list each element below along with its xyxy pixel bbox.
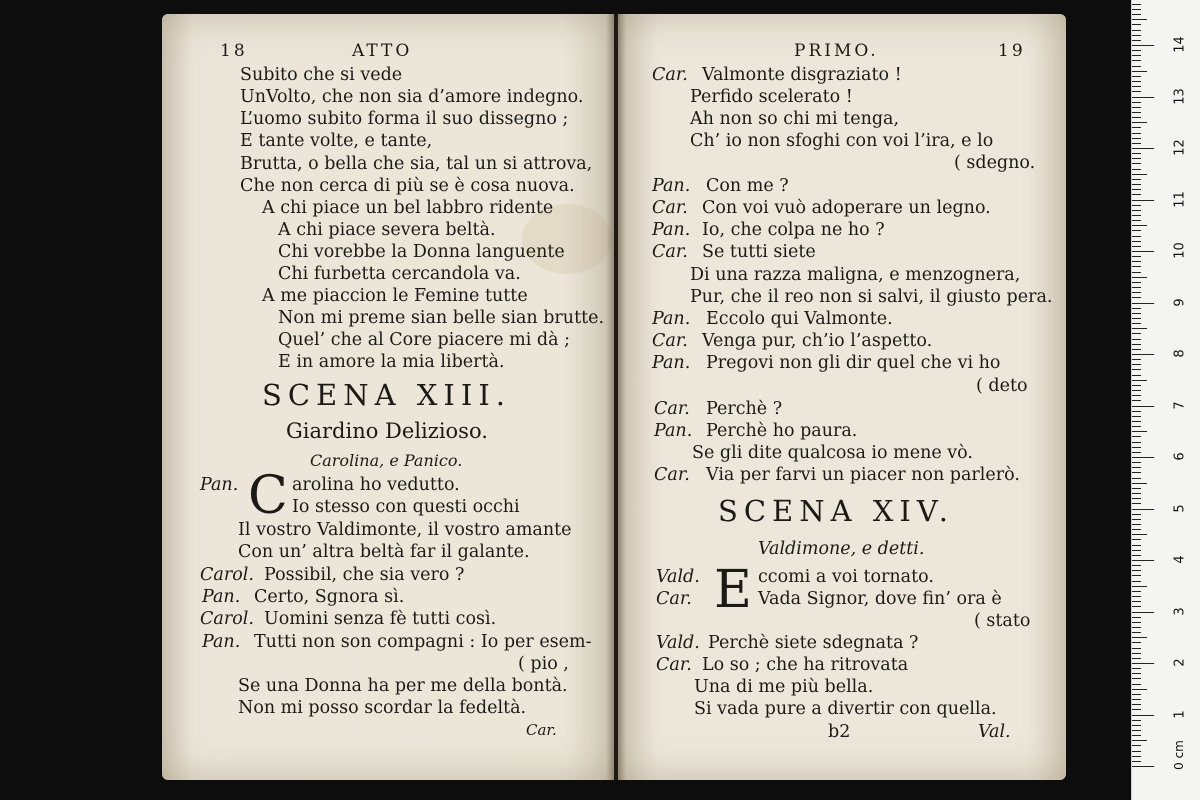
ruler-tick (1132, 19, 1147, 20)
dialogue-line: Possibil, che sia vero ? (264, 565, 465, 585)
ruler-tick (1132, 35, 1141, 36)
ruler-number: 9 (1172, 297, 1188, 307)
dialogue-line: Certo, Sgnora sì. (254, 587, 405, 607)
ruler-tick (1132, 673, 1141, 674)
speaker-label: Pan. (202, 587, 241, 607)
ruler-tick (1132, 163, 1141, 164)
dialogue-line: Con voi vuò adoperare un legno. (702, 198, 991, 218)
ruler-tick (1132, 395, 1141, 396)
ruler-tick (1132, 328, 1147, 329)
ruler-tick (1132, 668, 1141, 669)
dialogue-line: Via per farvi un piacer non parlerò. (706, 465, 1020, 485)
dialogue-line: ( pio , (518, 654, 569, 674)
dialogue-line: Pregovi non gli dir quel che vi ho (706, 353, 1001, 373)
ruler-tick (1132, 194, 1141, 195)
verse-line: Chi furbetta cercandola va. (278, 264, 521, 284)
dialogue-line: Il vostro Valdimonte, il vostro amante (238, 520, 572, 540)
ruler-tick (1132, 287, 1141, 288)
ruler-tick (1132, 555, 1141, 556)
speaker-label: Car. (654, 399, 690, 419)
ruler-tick (1132, 488, 1141, 489)
ruler-tick (1132, 174, 1147, 175)
ruler-tick (1132, 601, 1141, 602)
ruler-tick (1132, 694, 1141, 695)
page-number: 18 (220, 41, 248, 61)
open-book (160, 14, 1068, 782)
dialogue-line: Perchè siete sdegnata ? (708, 633, 919, 653)
ruler-tick (1132, 606, 1141, 607)
ruler-tick (1132, 586, 1147, 587)
ruler-tick (1132, 236, 1141, 237)
verse-line: Che non cerca di più se è cosa nuova. (240, 176, 575, 196)
ruler-tick (1132, 560, 1154, 561)
dialogue-line: Tutti non son compagni : Io per esem- (254, 632, 592, 652)
speaker-label: Pan. (200, 475, 239, 495)
ruler-tick (1132, 251, 1154, 252)
dialogue-line: Uomini senza fè tutti così. (264, 609, 497, 629)
ruler-tick (1132, 14, 1141, 15)
ruler-number: 10 (1172, 242, 1188, 259)
ruler-tick (1132, 127, 1141, 128)
scene-characters: Carolina, e Panico. (310, 451, 463, 470)
ruler-tick (1132, 472, 1141, 473)
speaker-label: Carol. (200, 565, 254, 585)
ruler-tick (1132, 745, 1141, 746)
dialogue-line: Io stesso con questi occhi (292, 497, 520, 517)
ruler-tick (1132, 241, 1141, 242)
dialogue-line: Si vada pure a divertir con quella. (694, 699, 997, 719)
ruler-tick (1132, 596, 1141, 597)
ruler-tick (1132, 709, 1141, 710)
dialogue-line: Non mi posso scordar la fedeltà. (238, 698, 527, 718)
dialogue-line: ( stato (974, 611, 1031, 631)
verse-line: Chi vorebbe la Donna languente (278, 242, 565, 262)
dialogue-line: Eccolo qui Valmonte. (706, 309, 893, 329)
dialogue-line: Perchè ? (706, 399, 783, 419)
dialogue-line: Se tutti siete (702, 242, 816, 262)
ruler-tick (1132, 102, 1141, 103)
dialogue-line: Se una Donna ha per me della bontà. (238, 676, 568, 696)
ruler-tick (1132, 256, 1141, 257)
ruler-tick (1132, 71, 1147, 72)
speaker-label: Vald. (656, 567, 700, 587)
ruler-tick (1132, 534, 1147, 535)
verse-line: A chi piace severa beltà. (278, 220, 496, 240)
ruler-tick (1132, 225, 1147, 226)
ruler-tick (1132, 169, 1141, 170)
ruler-tick (1132, 678, 1141, 679)
ruler-tick (1132, 478, 1141, 479)
ruler-tick (1132, 138, 1141, 139)
ruler-tick (1132, 622, 1141, 623)
scene-title: SCENA XIV. (718, 494, 954, 528)
ruler-tick (1132, 97, 1154, 98)
ruler-tick (1132, 158, 1141, 159)
ruler-tick (1132, 426, 1141, 427)
speaker-label: Pan. (652, 353, 691, 373)
ruler-tick (1132, 4, 1141, 5)
ruler-number: 3 (1172, 606, 1188, 616)
ruler-tick (1132, 483, 1147, 484)
ruler-tick (1132, 436, 1141, 437)
dialogue-line: Ah non so chi mi tenga, (690, 109, 900, 129)
ruler-tick (1132, 390, 1141, 391)
ruler-tick (1132, 117, 1141, 118)
drop-cap: E (714, 560, 752, 620)
ruler-tick (1132, 369, 1141, 370)
dialogue-line: Perfido scelerato ! (690, 87, 853, 107)
ruler-tick (1132, 55, 1141, 56)
ruler-tick (1132, 303, 1154, 304)
ruler-tick (1132, 498, 1141, 499)
ruler-tick (1132, 421, 1141, 422)
ruler-tick (1132, 730, 1141, 731)
ruler-tick (1132, 627, 1141, 628)
speaker-label: Carol. (200, 609, 254, 629)
ruler-tick (1132, 591, 1141, 592)
ruler-tick (1132, 122, 1147, 123)
signature-mark: b2 (828, 722, 851, 742)
ruler-tick (1132, 375, 1141, 376)
catchword: Val. (978, 722, 1011, 742)
running-head: ATTO (352, 41, 413, 61)
ruler-tick (1132, 514, 1141, 515)
dialogue-line: Pur, che il reo non si salvi, il giusto pera. (690, 287, 1053, 307)
ruler-tick (1132, 565, 1141, 566)
ruler-tick (1132, 617, 1141, 618)
ruler-tick (1132, 313, 1141, 314)
ruler-tick (1132, 642, 1141, 643)
ruler-number: 5 (1172, 503, 1188, 513)
ruler-tick (1132, 184, 1141, 185)
ruler-tick (1132, 539, 1141, 540)
ruler-tick (1132, 761, 1141, 762)
ruler-tick (1132, 503, 1141, 504)
ruler-tick (1132, 519, 1141, 520)
speaker-label: Car. (652, 198, 688, 218)
ruler-tick (1132, 720, 1141, 721)
ruler-tick (1132, 292, 1141, 293)
ruler-tick (1132, 581, 1141, 582)
ruler-number: 4 (1172, 555, 1188, 564)
speaker-label: Pan. (652, 309, 691, 329)
ruler-tick (1132, 411, 1141, 412)
ruler-tick (1132, 215, 1141, 216)
ruler-tick (1132, 612, 1154, 613)
ruler-tick (1132, 81, 1141, 82)
verse-line: E tante volte, e tante, (240, 131, 433, 151)
ruler-tick (1132, 344, 1141, 345)
ruler-number: 8 (1172, 349, 1188, 358)
dialogue-line: Valmonte disgraziato ! (702, 65, 902, 85)
ruler-number: 1 (1172, 709, 1188, 719)
dialogue-line: arolina ho vedutto. (292, 475, 460, 495)
ruler-tick (1132, 431, 1147, 432)
dialogue-line: Venga pur, ch’io l’aspetto. (702, 331, 933, 351)
ruler-tick (1132, 751, 1141, 752)
scene-title: SCENA XIII. (262, 378, 511, 412)
dialogue-line: ( sdegno. (954, 153, 1036, 173)
ruler-number: 14 (1172, 36, 1188, 53)
ruler-tick (1132, 246, 1141, 247)
speaker-label: Pan. (652, 176, 691, 196)
book-gutter (606, 14, 626, 780)
ruler-tick (1132, 76, 1141, 77)
ruler-tick (1132, 261, 1141, 262)
measurement-ruler (1131, 0, 1200, 800)
ruler-tick (1132, 400, 1141, 401)
ruler-tick (1132, 715, 1154, 716)
ruler-tick (1132, 704, 1141, 705)
ruler-number: 12 (1172, 139, 1188, 156)
ruler-tick (1132, 30, 1141, 31)
verse-line: Subito che si vede (240, 65, 403, 85)
page-number: 19 (998, 41, 1026, 61)
ruler-tick (1132, 354, 1154, 355)
dialogue-line: Io, che colpa ne ho ? (702, 220, 885, 240)
ruler-tick (1132, 364, 1141, 365)
ruler-tick (1132, 179, 1141, 180)
ruler-tick (1132, 323, 1141, 324)
ruler-tick (1132, 447, 1141, 448)
verse-line: Brutta, o bella che sia, tal un si attrova, (240, 154, 593, 174)
ruler-unit-label: 0 cm (1171, 740, 1186, 770)
ruler-tick (1132, 220, 1141, 221)
ruler-tick (1132, 385, 1141, 386)
dialogue-line: Ch’ io non sfoghi con voi l’ira, e lo (690, 131, 994, 151)
ruler-tick (1132, 45, 1154, 46)
dialogue-line: Se gli dite qualcosa io mene vò. (692, 443, 973, 463)
ruler-tick (1132, 60, 1141, 61)
dialogue-line: Vada Signor, dove fin’ ora è (758, 589, 1002, 609)
ruler-tick (1132, 740, 1147, 741)
verse-line: L’uomo subito forma il suo dissegno ; (240, 109, 569, 129)
ruler-tick (1132, 442, 1141, 443)
dialogue-line: Una di me più bella. (694, 677, 874, 697)
ruler-tick (1132, 524, 1141, 525)
speaker-label: Pan. (202, 632, 241, 652)
ruler-tick (1132, 50, 1141, 51)
ruler-tick (1132, 637, 1147, 638)
ruler-tick (1132, 416, 1141, 417)
ruler-tick (1132, 663, 1154, 664)
verse-line: Non mi preme sian belle sian brutte. (278, 308, 605, 328)
ruler-tick (1132, 529, 1141, 530)
ruler-tick (1132, 107, 1141, 108)
ruler-tick (1132, 545, 1141, 546)
speaker-label: Car. (654, 465, 690, 485)
speaker-label: Car. (652, 65, 688, 85)
ruler-tick (1132, 9, 1141, 10)
dialogue-line: ccomi a voi tornato. (758, 567, 934, 587)
ruler-tick (1132, 766, 1154, 767)
ruler-tick (1132, 349, 1141, 350)
ruler-tick (1132, 205, 1141, 206)
ruler-tick (1132, 648, 1141, 649)
ruler-tick (1132, 756, 1141, 757)
ruler-tick (1132, 550, 1141, 551)
verse-line: UnVolto, che non sia d’amore indegno. (240, 87, 584, 107)
ruler-tick (1132, 632, 1141, 633)
ruler-number: 7 (1172, 400, 1188, 410)
ruler-tick (1132, 493, 1141, 494)
ruler-tick (1132, 148, 1154, 149)
ruler-tick (1132, 735, 1141, 736)
dialogue-line: Con un’ altra beltà far il galante. (238, 542, 530, 562)
ruler-tick (1132, 66, 1141, 67)
ruler-tick (1132, 462, 1141, 463)
ruler-tick (1132, 133, 1141, 134)
dialogue-line: Di una razza maligna, e menzognera, (690, 265, 1021, 285)
right-page (618, 14, 1066, 780)
verse-line: Quel’ che al Core piacere mi dà ; (278, 330, 571, 350)
speaker-label: Car. (656, 589, 692, 609)
ruler-tick (1132, 318, 1141, 319)
ruler-tick (1132, 308, 1141, 309)
ruler-number: 6 (1172, 452, 1188, 461)
ruler-tick (1132, 509, 1154, 510)
ruler-tick (1132, 91, 1141, 92)
ruler-tick (1132, 297, 1141, 298)
dialogue-line: Con me ? (706, 176, 789, 196)
ruler-tick (1132, 359, 1141, 360)
ruler-tick (1132, 653, 1141, 654)
ruler-tick (1132, 153, 1141, 154)
ruler-tick (1132, 266, 1141, 267)
speaker-label: Pan. (652, 220, 691, 240)
speaker-label: Vald. (656, 633, 700, 653)
ruler-tick (1132, 725, 1141, 726)
ruler-tick (1132, 112, 1141, 113)
left-page (162, 14, 614, 780)
speaker-label: Car. (652, 331, 688, 351)
ruler-tick (1132, 143, 1141, 144)
ruler-tick (1132, 272, 1141, 273)
dialogue-line: Perchè ho paura. (706, 421, 858, 441)
verse-line: E in amore la mia libertà. (278, 352, 505, 372)
verse-line: A chi piace un bel labbro ridente (262, 198, 554, 218)
ruler-tick (1132, 689, 1147, 690)
ruler-number: 13 (1172, 87, 1188, 105)
dialogue-line: ( deto (976, 376, 1028, 396)
ruler-tick (1132, 699, 1141, 700)
scene-characters: Valdimone, e detti. (758, 539, 925, 559)
ruler-tick (1132, 339, 1141, 340)
ruler-tick (1132, 380, 1147, 381)
verse-line: A me piaccion le Femine tutte (262, 286, 528, 306)
ruler-tick (1132, 457, 1154, 458)
drop-cap: C (248, 466, 288, 526)
ruler-tick (1132, 282, 1141, 283)
ruler-tick (1132, 86, 1141, 87)
catchword: Car. (526, 721, 557, 739)
ruler-number: 11 (1172, 190, 1188, 208)
ruler-tick (1132, 277, 1147, 278)
ruler-tick (1132, 189, 1141, 190)
ruler-tick (1132, 40, 1141, 41)
ruler-tick (1132, 200, 1154, 201)
ruler-tick (1132, 24, 1141, 25)
dialogue-line: Lo so ; che ha ritrovata (702, 655, 909, 675)
ruler-tick (1132, 406, 1154, 407)
ruler-tick (1132, 658, 1141, 659)
ruler-number: 2 (1172, 658, 1188, 667)
ruler-tick (1132, 467, 1141, 468)
ruler-tick (1132, 230, 1141, 231)
ruler-tick (1132, 210, 1141, 211)
running-head: PRIMO. (794, 41, 879, 61)
ruler-tick (1132, 575, 1141, 576)
ruler-tick (1132, 333, 1141, 334)
ruler-tick (1132, 452, 1141, 453)
speaker-label: Car. (652, 242, 688, 262)
ruler-tick (1132, 684, 1141, 685)
scene-setting: Giardino Delizioso. (286, 419, 488, 443)
speaker-label: Pan. (654, 421, 693, 441)
ruler-tick (1132, 570, 1141, 571)
speaker-label: Car. (656, 655, 692, 675)
